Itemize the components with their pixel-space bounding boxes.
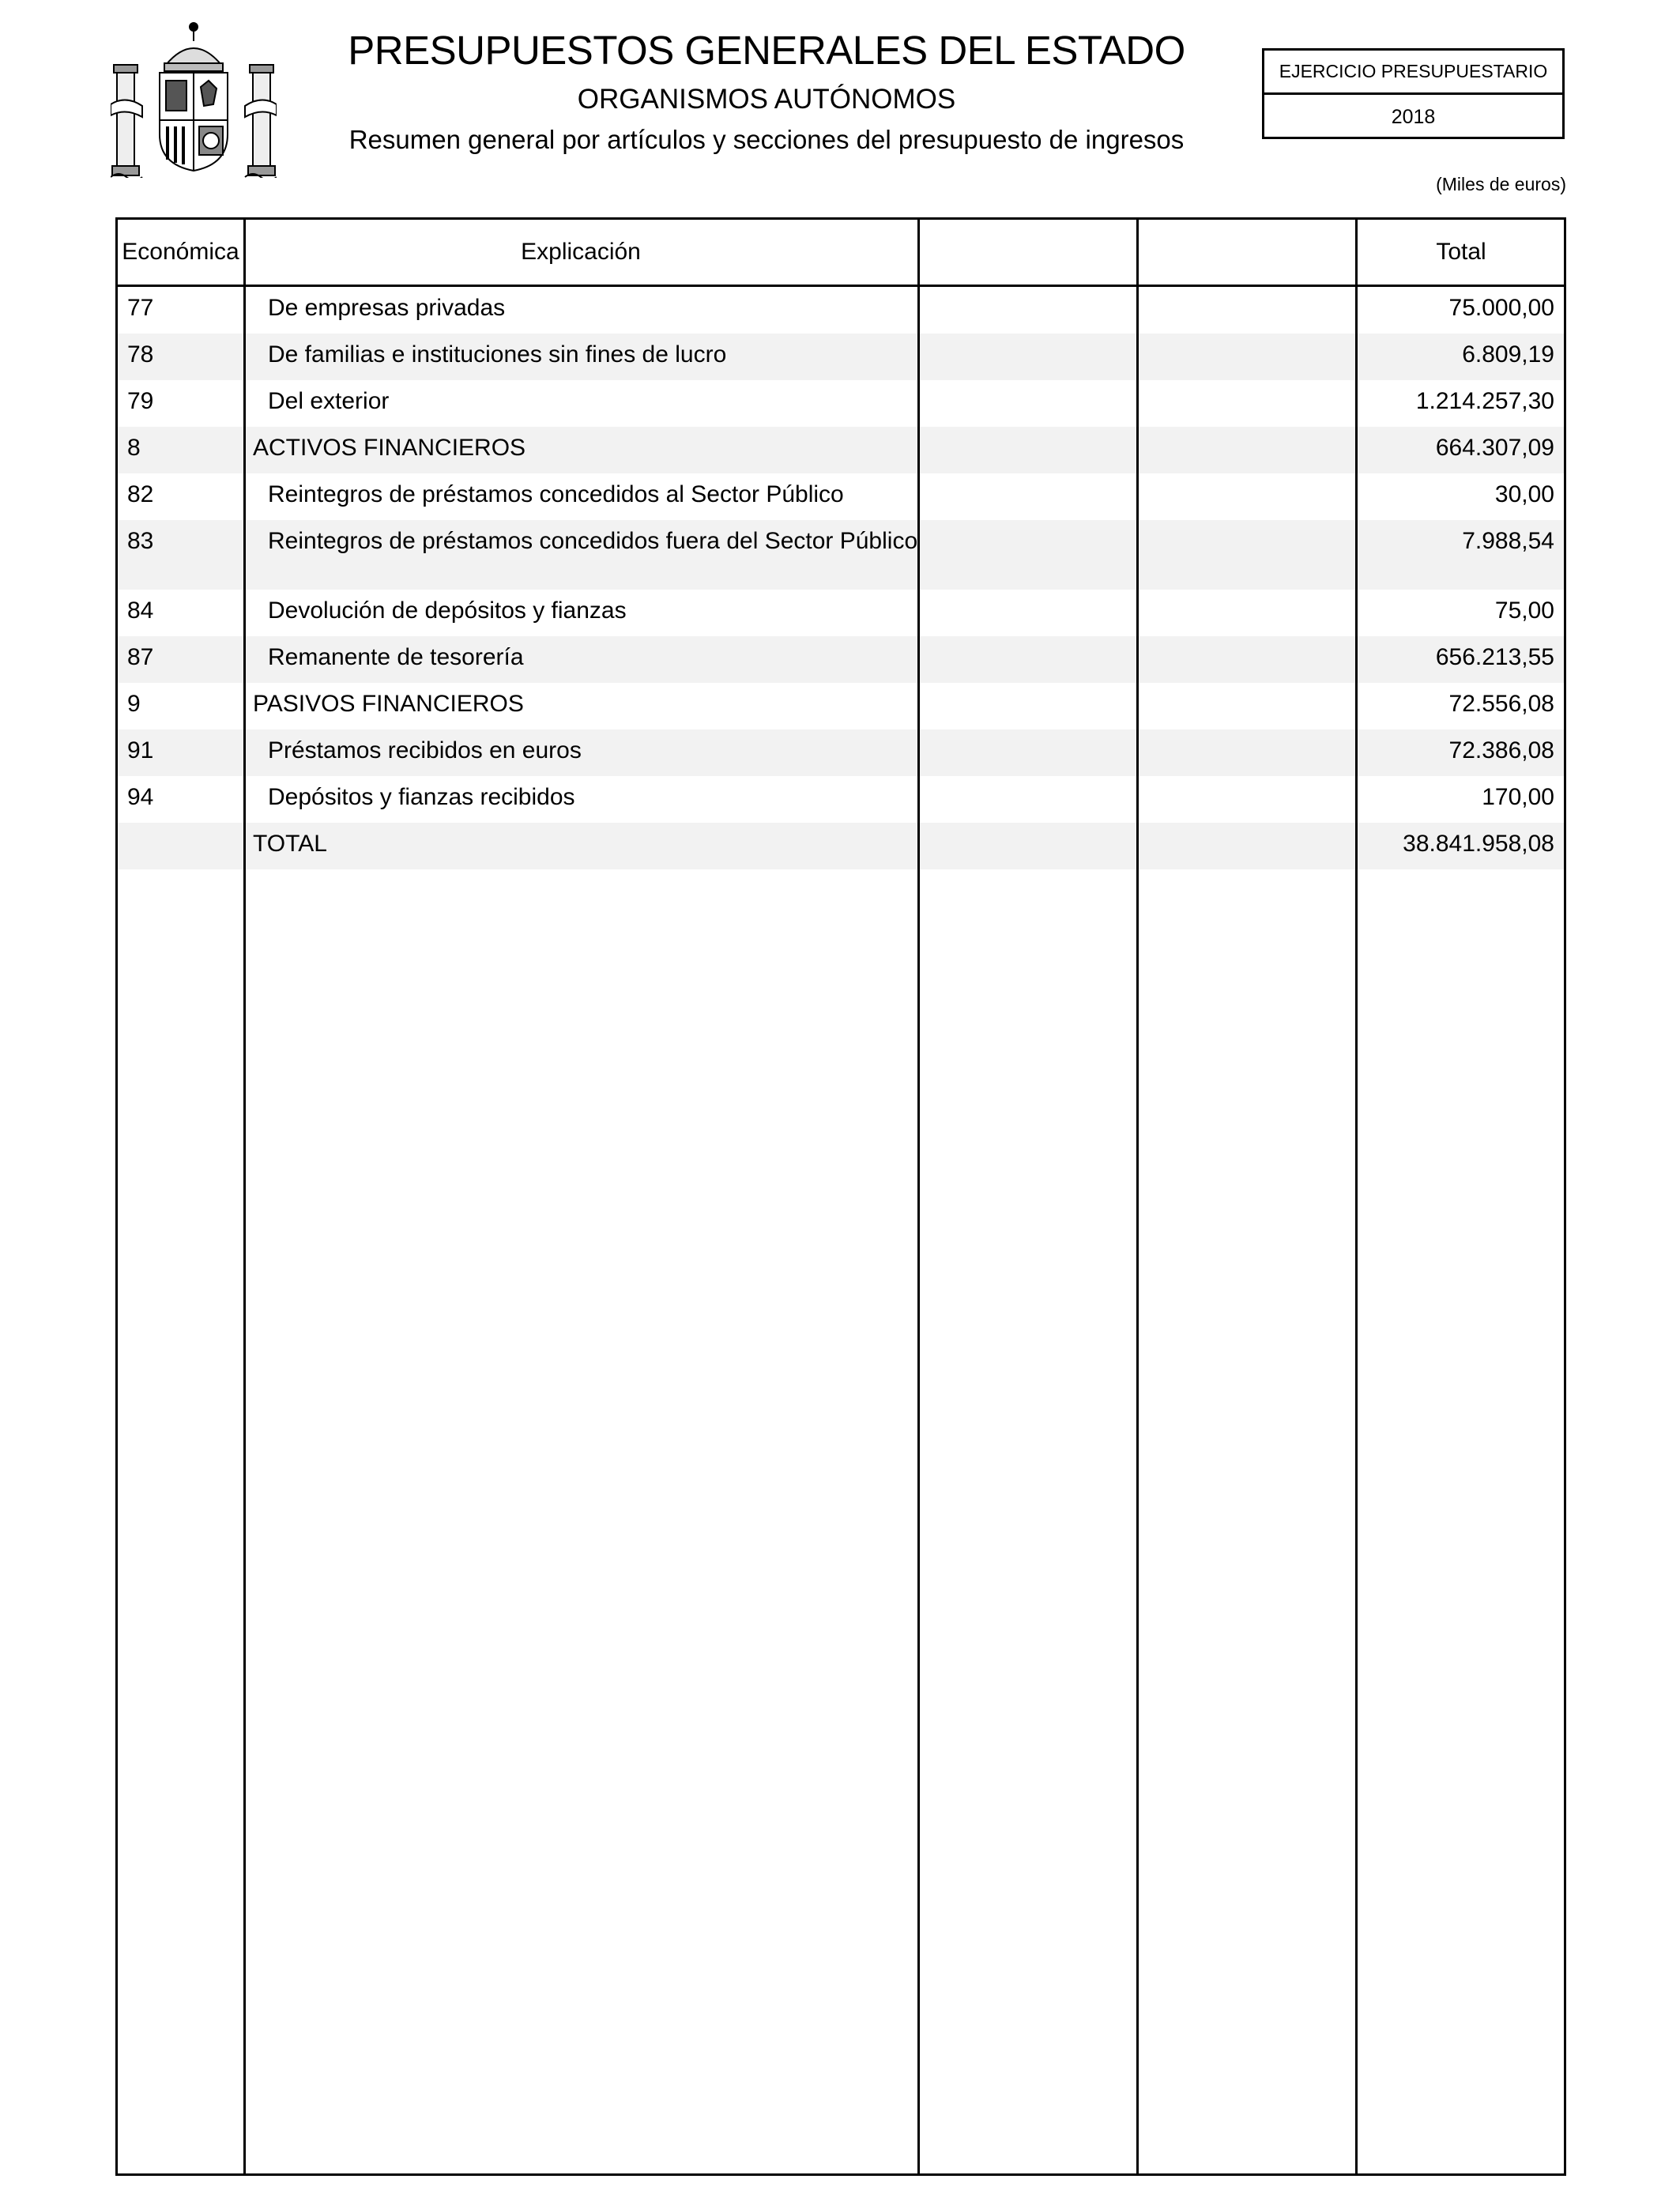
cell-explicacion: PASIVOS FINANCIEROS bbox=[253, 691, 524, 717]
cell-explicacion: Reintegros de préstamos concedidos fuera del Sector Público bbox=[268, 528, 918, 554]
table-row bbox=[118, 380, 1564, 427]
cell-total: 1.214.257,30 bbox=[1415, 388, 1554, 414]
cell-explicacion: Remanente de tesorería bbox=[268, 644, 524, 670]
cell-economica: 94 bbox=[127, 784, 154, 810]
cell-explicacion: Depósitos y fianzas recibidos bbox=[268, 784, 575, 810]
cell-total: 30,00 bbox=[1494, 481, 1554, 507]
col-header-blank-2 bbox=[1137, 220, 1355, 285]
ejercicio-box bbox=[1262, 48, 1565, 139]
col-header-blank-1 bbox=[918, 220, 1136, 285]
cell-explicacion: Devolución de depósitos y fianzas bbox=[268, 598, 627, 624]
cell-economica: 82 bbox=[127, 481, 154, 507]
col-header-total: Total bbox=[1436, 239, 1486, 265]
column-divider bbox=[1136, 220, 1139, 2173]
table-row bbox=[118, 590, 1564, 636]
cell-total: 664.307,09 bbox=[1435, 435, 1554, 461]
cell-economica: 79 bbox=[127, 388, 154, 414]
cell-total: 75.000,00 bbox=[1448, 295, 1554, 321]
cell-economica: 78 bbox=[127, 341, 154, 368]
table-row bbox=[118, 334, 1564, 380]
cell-explicacion: ACTIVOS FINANCIEROS bbox=[253, 435, 526, 461]
col-header-economica: Económica bbox=[122, 239, 239, 265]
cell-economica: 77 bbox=[127, 295, 154, 321]
cell-economica: 9 bbox=[127, 691, 141, 717]
cell-economica: 8 bbox=[127, 435, 141, 461]
cell-total: 72.386,08 bbox=[1448, 737, 1554, 763]
cell-explicacion: Préstamos recibidos en euros bbox=[268, 737, 582, 763]
cell-total: 6.809,19 bbox=[1462, 341, 1554, 368]
table-row bbox=[118, 636, 1564, 683]
ejercicio-label: EJERCICIO PRESUPUESTARIO bbox=[1264, 51, 1562, 95]
cell-explicacion: TOTAL bbox=[253, 831, 327, 857]
cell-total: 72.556,08 bbox=[1448, 691, 1554, 717]
cell-total: 75,00 bbox=[1494, 598, 1554, 624]
page-description: Resumen general por artículos y secciones del presupuesto de ingresos bbox=[348, 125, 1185, 154]
cell-economica bbox=[127, 823, 238, 831]
cell-economica: 84 bbox=[127, 598, 154, 624]
table-row bbox=[118, 520, 1564, 590]
table-row bbox=[118, 287, 1564, 334]
table-row bbox=[118, 473, 1564, 520]
cell-total: 7.988,54 bbox=[1462, 528, 1554, 554]
table-row-heading bbox=[118, 683, 1564, 729]
page-subtitle: ORGANISMOS AUTÓNOMOS bbox=[577, 84, 956, 115]
cell-explicacion: De empresas privadas bbox=[268, 295, 506, 321]
col-header-explicacion: Explicación bbox=[521, 239, 641, 265]
cell-economica: 87 bbox=[127, 644, 154, 670]
coat-of-arms-icon bbox=[111, 16, 277, 178]
cell-total: 170,00 bbox=[1482, 784, 1554, 810]
table-row bbox=[118, 729, 1564, 776]
table-row bbox=[118, 776, 1564, 823]
budget-table bbox=[115, 217, 1566, 2176]
ejercicio-year: 2018 bbox=[1391, 106, 1436, 128]
column-divider bbox=[1355, 220, 1358, 2173]
cell-explicacion: Reintegros de préstamos concedidos al Sector Público bbox=[268, 481, 844, 507]
units-label: (Miles de euros) bbox=[1436, 174, 1566, 194]
table-row-heading bbox=[118, 427, 1564, 473]
cell-explicacion: Del exterior bbox=[268, 388, 390, 414]
cell-total: 656.213,55 bbox=[1435, 644, 1554, 670]
cell-economica: 83 bbox=[127, 528, 154, 554]
table-header bbox=[118, 220, 1564, 287]
page-title: PRESUPUESTOS GENERALES DEL ESTADO bbox=[348, 28, 1185, 73]
cell-explicacion: De familias e instituciones sin fines de lucro bbox=[268, 341, 727, 368]
table-row-heading bbox=[118, 823, 1564, 869]
column-divider bbox=[917, 220, 920, 2173]
cell-total: 38.841.958,08 bbox=[1403, 831, 1554, 857]
cell-economica: 91 bbox=[127, 737, 154, 763]
column-divider bbox=[243, 220, 246, 2173]
